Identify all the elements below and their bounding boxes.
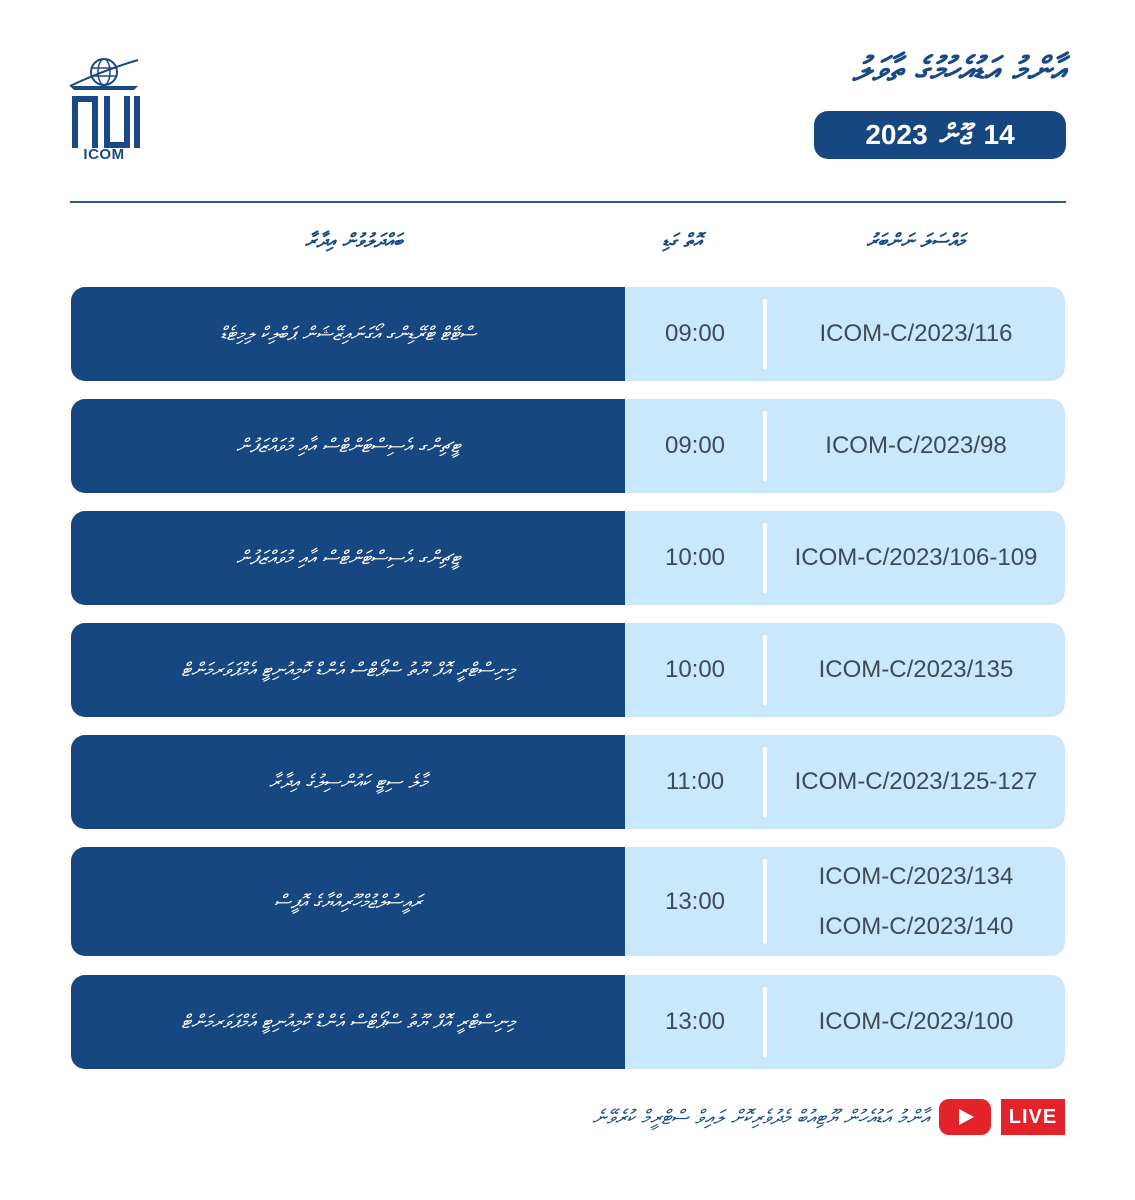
row-case-refs	[767, 287, 1065, 381]
row-case-refs	[767, 735, 1065, 829]
column-header-time: އޮތް ގަޑި	[662, 230, 702, 252]
schedule-row	[71, 399, 1065, 493]
schedule-row	[71, 623, 1065, 717]
row-time: 13:00	[664, 1008, 726, 1035]
row-description: ރައީސުލްޖުމްހޫރިއްޔާގެ އޮފީސް	[71, 847, 625, 956]
schedule-row	[71, 847, 1065, 956]
date-year: 2023	[865, 119, 928, 150]
case-number: ICOM-C/2023/134	[818, 862, 1014, 890]
row-time: 09:00	[664, 320, 726, 347]
row-time: 10:00	[664, 544, 726, 571]
case-number: ICOM-C/2023/100	[818, 1008, 1014, 1035]
page-title: އާންމު އަޑުއެހުމުގެ ތާވަލު	[852, 50, 1065, 90]
date-month: ޖޫން	[939, 118, 972, 150]
row-time: 09:00	[664, 432, 726, 459]
footer	[582, 1098, 1065, 1136]
live-badge[interactable]: LIVE	[1001, 1099, 1065, 1135]
row-case-refs	[767, 623, 1065, 717]
date-day: 14	[983, 119, 1015, 150]
schedule-row	[71, 287, 1065, 381]
logo-text: ICOM	[83, 146, 125, 163]
header-divider	[70, 201, 1066, 203]
column-header-case-number: މައްސަލަ ނަންބަރު	[866, 230, 965, 252]
row-description: ޓީޗިންގ އެސިސްޓަންޓްސް އާއި މުވައްޒަފުން	[71, 399, 625, 493]
row-description: މާލެ ސިޓީ ކައުންސިލުގެ އިދާރާ	[71, 735, 625, 829]
column-header-hearing-type: ބައްދަލުވުން އިދާރާ	[305, 230, 403, 252]
row-case-refs	[767, 399, 1065, 493]
youtube-icon[interactable]	[939, 1099, 991, 1135]
row-description: މިނިސްޓްރީ އޮފް ޔޫތު ސްޕޯޓްސް އެންޑް ކޮމިއުނިޓީ އެމްޕަވަރމަންޓް	[71, 975, 625, 1069]
row-description: ސްޓޭޓް ޓްރޭޑިންގ އޯގަނައިޒޭޝަން ޕަބްލިކް ލިމިޓެޑް	[71, 287, 625, 381]
row-description: މިނިސްޓްރީ އޮފް ޔޫތު ސްޕޯޓްސް އެންޑް ކޮމިއުނިޓީ އެމްޕަވަރމަންޓް	[71, 623, 625, 717]
schedule-row	[71, 975, 1065, 1069]
schedule-row	[71, 735, 1065, 829]
row-case-refs	[767, 511, 1065, 605]
row-time: 13:00	[664, 887, 726, 915]
case-number: ICOM-C/2023/98	[825, 432, 1007, 459]
case-number: ICOM-C/2023/135	[818, 656, 1014, 683]
row-case-refs	[767, 975, 1065, 1069]
row-time: 10:00	[664, 656, 726, 683]
footer-text: އާންމު އަޑުއެހުން ޔޫޓިއުބް މެދުވެރިކޮށް ލައިވް ސްޓްރީމް ކުރެވޭނެ	[592, 1105, 929, 1129]
case-number: ICOM-C/2023/140	[818, 912, 1014, 940]
date-badge	[814, 111, 1066, 159]
case-number: ICOM-C/2023/116	[819, 320, 1013, 347]
row-time: 11:00	[665, 768, 725, 795]
row-description: ޓީޗިންގ އެސިސްޓަންޓްސް އާއި މުވައްޒަފުން	[71, 511, 625, 605]
schedule-row	[71, 511, 1065, 605]
row-case-refs	[767, 847, 1065, 956]
case-number: ICOM-C/2023/106-109	[794, 544, 1038, 571]
case-number: ICOM-C/2023/125-127	[794, 768, 1038, 795]
